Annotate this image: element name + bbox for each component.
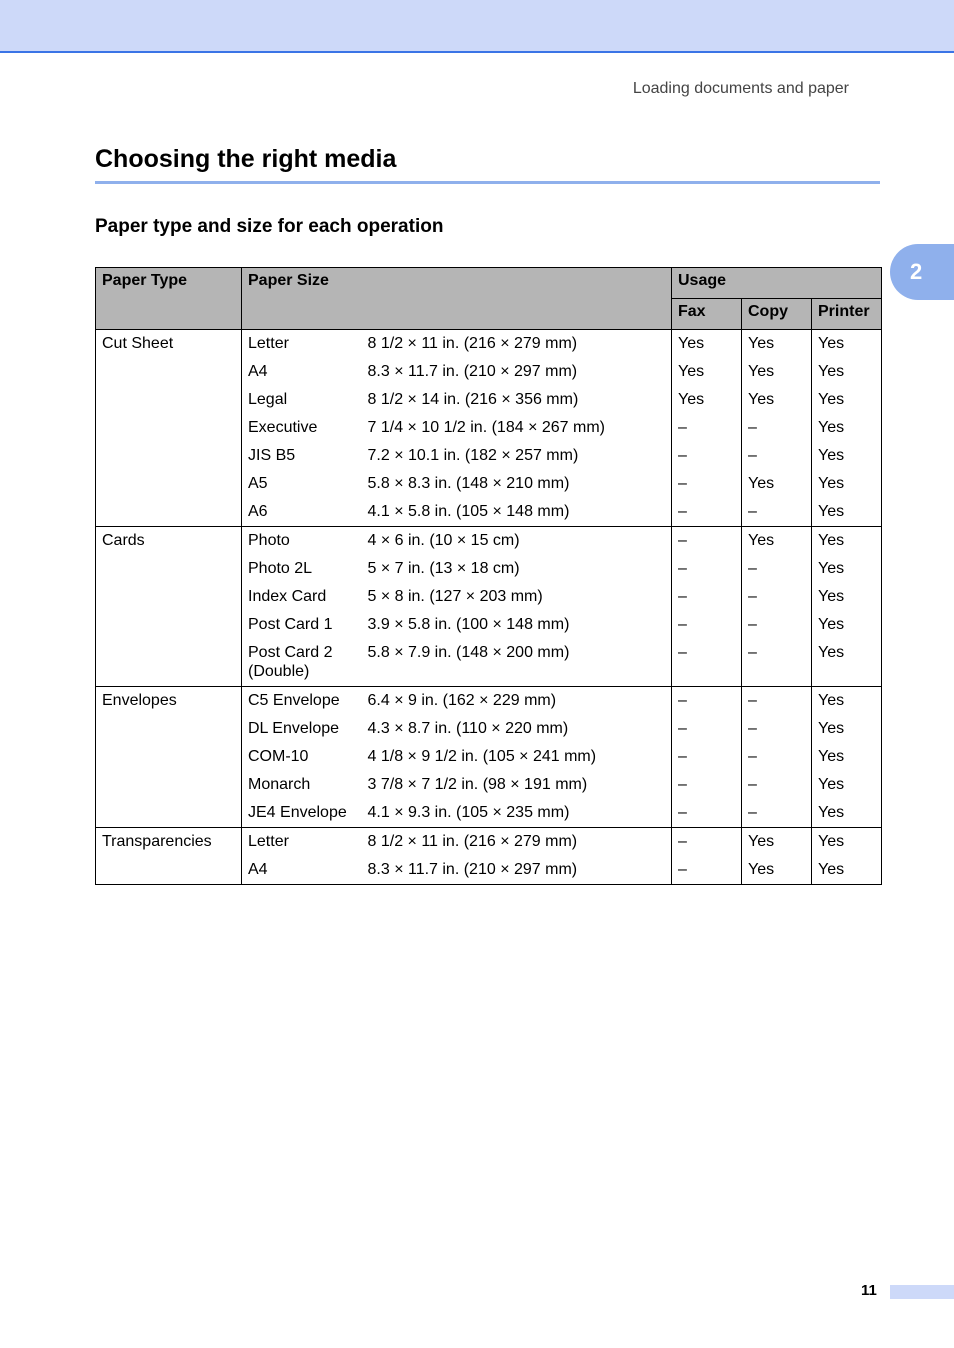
paper-name-text: Letter: [248, 335, 289, 352]
copy-usage-text: Yes: [748, 391, 775, 408]
section-heading: Paper type and size for each operation: [95, 216, 444, 237]
paper-name-cell: [242, 386, 362, 414]
printer-usage-cell: [812, 583, 882, 611]
paper-dimensions-text: 3.9 × 5.8 in. (100 × 148 mm): [367, 616, 570, 633]
printer-usage-text: Yes: [818, 475, 845, 492]
paper-dimensions-text: 5 × 8 in. (127 × 203 mm): [367, 588, 543, 605]
paper-dimensions-text: 7.2 × 10.1 in. (182 × 257 mm): [367, 447, 579, 464]
paper-name-cell: [242, 555, 362, 583]
paper-name-cell: [242, 715, 362, 743]
paper-name-cell: [242, 639, 362, 687]
copy-usage-cell: [742, 743, 812, 771]
page-number: 11: [861, 1282, 877, 1299]
fax-usage-cell: [672, 715, 742, 743]
paper-dimensions-cell: [362, 470, 672, 498]
paper-dimensions-cell: [362, 358, 672, 386]
paper-name-text: Index Card: [248, 588, 327, 605]
fax-usage-cell: [672, 856, 742, 885]
paper-dimensions-text: 7 1/4 × 10 1/2 in. (184 × 267 mm): [367, 419, 605, 436]
table-row: [96, 828, 882, 857]
copy-usage-cell: [742, 442, 812, 470]
paper-dimensions-cell: [362, 583, 672, 611]
paper-dimensions-cell: [362, 639, 672, 687]
paper-dimensions-text: 5 × 7 in. (13 × 18 cm): [367, 560, 520, 577]
fax-usage-cell: [672, 743, 742, 771]
printer-usage-text: Yes: [818, 616, 845, 633]
fax-usage-cell: [672, 771, 742, 799]
fax-usage-text: –: [678, 644, 687, 661]
fax-usage-cell: [672, 358, 742, 386]
fax-usage-text: –: [678, 503, 687, 520]
paper-name-cell: [242, 498, 362, 527]
copy-usage-cell: [742, 358, 812, 386]
fax-usage-text: –: [678, 616, 687, 633]
printer-usage-text: Yes: [818, 419, 845, 436]
printer-usage-cell: [812, 414, 882, 442]
copy-usage-text: –: [748, 447, 757, 464]
paper-dimensions-cell: [362, 442, 672, 470]
paper-type-cell: [96, 330, 242, 527]
copy-usage-cell: [742, 715, 812, 743]
paper-type-cell: [96, 527, 242, 687]
fax-usage-cell: [672, 498, 742, 527]
header-fax: Fax: [672, 299, 742, 330]
printer-usage-text: Yes: [818, 644, 845, 661]
copy-usage-cell: [742, 555, 812, 583]
printer-usage-cell: [812, 330, 882, 359]
paper-dimensions-text: 8.3 × 11.7 in. (210 × 297 mm): [367, 363, 578, 380]
printer-usage-text: Yes: [818, 776, 845, 793]
paper-name-text: Post Card 1: [248, 616, 333, 633]
copy-usage-cell: [742, 639, 812, 687]
paper-dimensions-text: 4 × 6 in. (10 × 15 cm): [367, 532, 520, 549]
fax-usage-text: –: [678, 804, 687, 821]
title-rule: [95, 181, 880, 184]
paper-name-text: A5: [248, 475, 268, 492]
footer-bar: [890, 1285, 954, 1299]
printer-usage-cell: [812, 527, 882, 556]
fax-usage-text: –: [678, 419, 687, 436]
copy-usage-cell: [742, 386, 812, 414]
fax-usage-cell: [672, 799, 742, 828]
table-row: [96, 527, 882, 556]
paper-name-cell: [242, 358, 362, 386]
copy-usage-text: –: [748, 692, 757, 709]
paper-type-label: Cut Sheet: [102, 335, 174, 352]
paper-dimensions-cell: [362, 828, 672, 857]
paper-dimensions-text: 4.3 × 8.7 in. (110 × 220 mm): [367, 720, 569, 737]
printer-usage-cell: [812, 639, 882, 687]
fax-usage-text: –: [678, 588, 687, 605]
paper-dimensions-cell: [362, 330, 672, 359]
copy-usage-text: Yes: [748, 532, 775, 549]
copy-usage-cell: [742, 611, 812, 639]
paper-name-cell: [242, 330, 362, 359]
fax-usage-text: –: [678, 720, 687, 737]
paper-name-cell: [242, 856, 362, 885]
paper-dimensions-text: 5.8 × 8.3 in. (148 × 210 mm): [367, 475, 570, 492]
paper-dimensions-cell: [362, 498, 672, 527]
paper-name-cell: [242, 611, 362, 639]
paper-type-cell: [96, 687, 242, 828]
paper-dimensions-cell: [362, 743, 672, 771]
printer-usage-text: Yes: [818, 748, 845, 765]
printer-usage-text: Yes: [818, 532, 845, 549]
printer-usage-text: Yes: [818, 363, 845, 380]
printer-usage-cell: [812, 498, 882, 527]
running-head: Loading documents and paper: [632, 80, 849, 97]
copy-usage-text: Yes: [748, 335, 775, 352]
printer-usage-cell: [812, 611, 882, 639]
paper-dimensions-cell: [362, 386, 672, 414]
copy-usage-cell: [742, 330, 812, 359]
fax-usage-cell: [672, 687, 742, 716]
paper-dimensions-cell: [362, 527, 672, 556]
paper-dimensions-text: 6.4 × 9 in. (162 × 229 mm): [367, 692, 557, 709]
fax-usage-text: –: [678, 475, 687, 492]
paper-name-cell: [242, 470, 362, 498]
copy-usage-cell: [742, 498, 812, 527]
copy-usage-cell: [742, 414, 812, 442]
paper-dimensions-text: 4.1 × 5.8 in. (105 × 148 mm): [367, 503, 570, 520]
fax-usage-text: –: [678, 776, 687, 793]
fax-usage-cell: [672, 442, 742, 470]
copy-usage-text: –: [748, 644, 757, 661]
copy-usage-text: Yes: [748, 363, 775, 380]
fax-usage-text: –: [678, 861, 687, 878]
paper-name-cell: [242, 583, 362, 611]
printer-usage-cell: [812, 358, 882, 386]
copy-usage-text: –: [748, 616, 757, 633]
paper-media-table: [95, 267, 882, 885]
paper-name-text: Post Card 2 (Double): [248, 644, 333, 680]
paper-name-cell: [242, 743, 362, 771]
paper-dimensions-cell: [362, 611, 672, 639]
printer-usage-text: Yes: [818, 560, 845, 577]
paper-dimensions-cell: [362, 715, 672, 743]
printer-usage-text: Yes: [818, 861, 845, 878]
paper-type-label: Envelopes: [102, 692, 177, 709]
header-paper-type: Paper Type: [96, 268, 242, 330]
paper-dimensions-text: 8 1/2 × 11 in. (216 × 279 mm): [367, 833, 578, 850]
copy-usage-text: –: [748, 748, 757, 765]
printer-usage-text: Yes: [818, 447, 845, 464]
paper-type-label: Cards: [102, 532, 145, 549]
copy-usage-text: –: [748, 419, 757, 436]
paper-dimensions-text: 8.3 × 11.7 in. (210 × 297 mm): [367, 861, 578, 878]
paper-name-text: COM-10: [248, 748, 309, 765]
paper-name-text: A4: [248, 363, 268, 380]
printer-usage-text: Yes: [818, 588, 845, 605]
paper-dimensions-text: 5.8 × 7.9 in. (148 × 200 mm): [367, 644, 570, 661]
fax-usage-text: Yes: [678, 391, 705, 408]
paper-dimensions-text: 8 1/2 × 11 in. (216 × 279 mm): [367, 335, 578, 352]
paper-name-text: Photo 2L: [248, 560, 313, 577]
chapter-number: 2: [910, 259, 923, 284]
paper-dimensions-cell: [362, 687, 672, 716]
copy-usage-cell: [742, 771, 812, 799]
page-title: Choosing the right media: [95, 145, 397, 173]
paper-name-cell: [242, 442, 362, 470]
printer-usage-cell: [812, 799, 882, 828]
top-band: [0, 0, 954, 53]
copy-usage-text: –: [748, 804, 757, 821]
fax-usage-cell: [672, 639, 742, 687]
printer-usage-cell: [812, 470, 882, 498]
copy-usage-text: Yes: [748, 861, 775, 878]
printer-usage-text: Yes: [818, 503, 845, 520]
header-copy: Copy: [742, 299, 812, 330]
paper-name-text: Monarch: [248, 776, 311, 793]
fax-usage-text: Yes: [678, 363, 705, 380]
printer-usage-text: Yes: [818, 391, 845, 408]
paper-dimensions-cell: [362, 856, 672, 885]
fax-usage-text: –: [678, 447, 687, 464]
paper-name-cell: [242, 414, 362, 442]
paper-dimensions-text: 3 7/8 × 7 1/2 in. (98 × 191 mm): [367, 776, 588, 793]
fax-usage-text: Yes: [678, 335, 705, 352]
header-printer: Printer: [812, 299, 882, 330]
copy-usage-text: –: [748, 503, 757, 520]
table-body: [96, 330, 882, 885]
fax-usage-cell: [672, 527, 742, 556]
copy-usage-cell: [742, 527, 812, 556]
paper-name-cell: [242, 828, 362, 857]
copy-usage-text: –: [748, 776, 757, 793]
copy-usage-cell: [742, 687, 812, 716]
printer-usage-cell: [812, 386, 882, 414]
printer-usage-cell: [812, 771, 882, 799]
paper-name-cell: [242, 771, 362, 799]
paper-dimensions-cell: [362, 799, 672, 828]
printer-usage-text: Yes: [818, 833, 845, 850]
copy-usage-cell: [742, 799, 812, 828]
printer-usage-cell: [812, 743, 882, 771]
printer-usage-text: Yes: [818, 692, 845, 709]
paper-type-label: Transparencies: [102, 833, 212, 850]
fax-usage-text: –: [678, 833, 687, 850]
copy-usage-text: Yes: [748, 833, 775, 850]
copy-usage-text: –: [748, 560, 757, 577]
fax-usage-cell: [672, 414, 742, 442]
paper-dimensions-cell: [362, 414, 672, 442]
paper-dimensions-cell: [362, 555, 672, 583]
fax-usage-text: –: [678, 560, 687, 577]
printer-usage-text: Yes: [818, 804, 845, 821]
fax-usage-cell: [672, 470, 742, 498]
header-paper-size: Paper Size: [242, 268, 672, 330]
printer-usage-cell: [812, 555, 882, 583]
paper-dimensions-text: 8 1/2 × 14 in. (216 × 356 mm): [367, 391, 579, 408]
printer-usage-cell: [812, 828, 882, 857]
fax-usage-text: –: [678, 748, 687, 765]
copy-usage-cell: [742, 856, 812, 885]
fax-usage-text: –: [678, 532, 687, 549]
copy-usage-cell: [742, 828, 812, 857]
paper-name-text: Legal: [248, 391, 288, 408]
printer-usage-cell: [812, 687, 882, 716]
fax-usage-cell: [672, 611, 742, 639]
paper-name-text: JE4 Envelope: [248, 804, 347, 821]
copy-usage-text: –: [748, 720, 757, 737]
table-row: [96, 330, 882, 359]
paper-name-text: Executive: [248, 419, 318, 436]
fax-usage-cell: [672, 330, 742, 359]
printer-usage-cell: [812, 442, 882, 470]
paper-dimensions-cell: [362, 771, 672, 799]
paper-name-cell: [242, 799, 362, 828]
fax-usage-cell: [672, 386, 742, 414]
paper-name-text: Letter: [248, 833, 289, 850]
copy-usage-cell: [742, 470, 812, 498]
paper-name-text: C5 Envelope: [248, 692, 340, 709]
paper-name-text: A6: [248, 503, 268, 520]
printer-usage-cell: [812, 856, 882, 885]
printer-usage-text: Yes: [818, 720, 845, 737]
header-usage: Usage: [672, 268, 882, 299]
paper-name-text: JIS B5: [248, 447, 296, 464]
chapter-tab: [890, 244, 954, 300]
paper-name-text: Photo: [248, 532, 290, 549]
fax-usage-text: –: [678, 692, 687, 709]
printer-usage-cell: [812, 715, 882, 743]
paper-type-cell: [96, 828, 242, 885]
copy-usage-text: –: [748, 588, 757, 605]
fax-usage-cell: [672, 828, 742, 857]
paper-name-cell: [242, 527, 362, 556]
table-row: [96, 687, 882, 716]
paper-name-text: A4: [248, 861, 268, 878]
paper-dimensions-text: 4 1/8 × 9 1/2 in. (105 × 241 mm): [367, 748, 597, 765]
paper-dimensions-text: 4.1 × 9.3 in. (105 × 235 mm): [367, 804, 570, 821]
paper-name-text: DL Envelope: [248, 720, 340, 737]
copy-usage-cell: [742, 583, 812, 611]
fax-usage-cell: [672, 555, 742, 583]
paper-name-cell: [242, 687, 362, 716]
fax-usage-cell: [672, 583, 742, 611]
printer-usage-text: Yes: [818, 335, 845, 352]
copy-usage-text: Yes: [748, 475, 775, 492]
